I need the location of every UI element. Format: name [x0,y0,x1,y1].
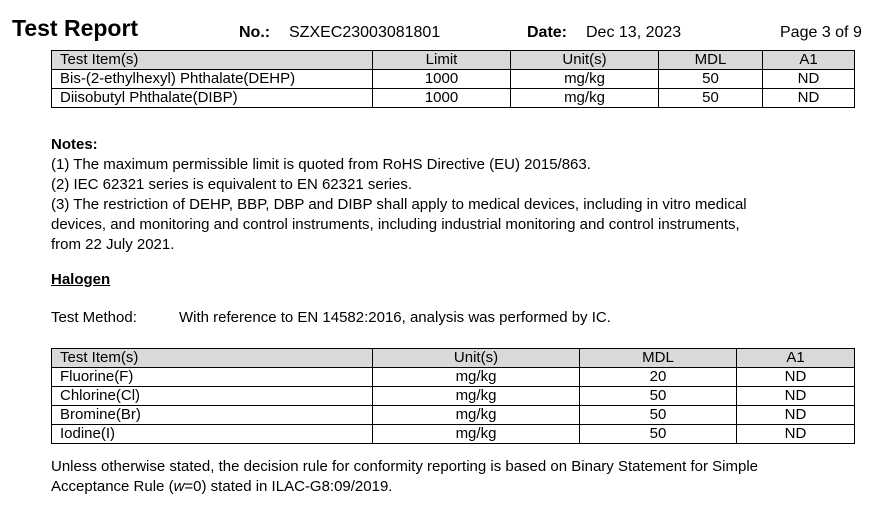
test-method-label: Test Method: [51,309,137,326]
table-cell: Diisobutyl Phthalate(DIBP) [52,89,373,108]
notes-heading: Notes: [51,136,98,153]
report-number-label: No.: [239,24,271,41]
table-row [52,70,855,89]
decision-rule-line: Unless otherwise stated, the decision rule for conformity reporting is based on Binary Statement for Simple [51,458,759,475]
table-cell: Fluorine(F) [52,368,373,387]
table-row [52,406,855,425]
table-cell: Iodine(I) [52,425,373,444]
table-row [52,89,855,108]
notes-section [51,135,871,255]
table-cell: ND [763,89,855,108]
report-number: SZXEC23003081801 [289,24,441,41]
table-cell: 20 [580,368,737,387]
page-number: Page 3 of 9 [780,24,862,41]
table-cell: Chlorine(Cl) [52,387,373,406]
table-cell: mg/kg [373,368,580,387]
column-header: Test Item(s) [52,349,373,368]
report-title: Test Report [12,15,139,41]
column-header: Limit [373,51,511,70]
table-row [52,387,855,406]
table-cell: 50 [580,406,737,425]
phthalate-table [51,50,855,108]
table-cell: 50 [659,70,763,89]
table-cell: 1000 [373,89,511,108]
table-cell: ND [763,70,855,89]
decision-rule-italic: w [173,478,185,495]
table-header-row [52,51,855,70]
halogen-heading: Halogen [51,271,111,288]
table-cell: ND [737,387,855,406]
table-cell: 50 [659,89,763,108]
note-line: (3) The restriction of DEHP, BBP, DBP and DIBP shall apply to medical devices, including in vitro medical [51,196,747,213]
note-line: (1) The maximum permissible limit is quoted from RoHS Directive (EU) 2015/863. [51,156,591,173]
table-cell: 50 [580,387,737,406]
table-cell: mg/kg [373,387,580,406]
decision-rule-statement [51,457,871,497]
halogen-table [51,348,855,444]
table-cell: Bromine(Br) [52,406,373,425]
decision-rule-text: Acceptance Rule ( [51,478,174,495]
note-line: (2) IEC 62321 series is equivalent to EN 62321 series. [51,176,413,193]
table-cell: ND [737,425,855,444]
table-cell: ND [737,406,855,425]
column-header: A1 [737,349,855,368]
column-header: MDL [659,51,763,70]
report-date: Dec 13, 2023 [586,24,682,41]
test-method-value: With reference to EN 14582:2016, analysis was performed by IC. [179,309,611,326]
decision-rule-line [51,477,871,497]
table-cell: mg/kg [373,406,580,425]
table-cell: 50 [580,425,737,444]
table-cell: mg/kg [511,70,659,89]
column-header: MDL [580,349,737,368]
note-line: devices, and monitoring and control instruments, including industrial monitoring and control instruments, [51,216,740,233]
table-cell: Bis-(2-ethylhexyl) Phthalate(DEHP) [52,70,373,89]
column-header: Test Item(s) [52,51,373,70]
table-cell: 1000 [373,70,511,89]
test-method [51,309,611,326]
table-row [52,368,855,387]
date-label: Date: [527,24,568,41]
note-line: from 22 July 2021. [51,236,175,253]
table-cell: mg/kg [511,89,659,108]
table-row [52,425,855,444]
decision-rule-text: =0) stated in ILAC-G8:09/2019. [184,478,393,495]
table-header-row [52,349,855,368]
column-header: A1 [763,51,855,70]
column-header: Unit(s) [373,349,580,368]
table-cell: mg/kg [373,425,580,444]
column-header: Unit(s) [511,51,659,70]
table-cell: ND [737,368,855,387]
